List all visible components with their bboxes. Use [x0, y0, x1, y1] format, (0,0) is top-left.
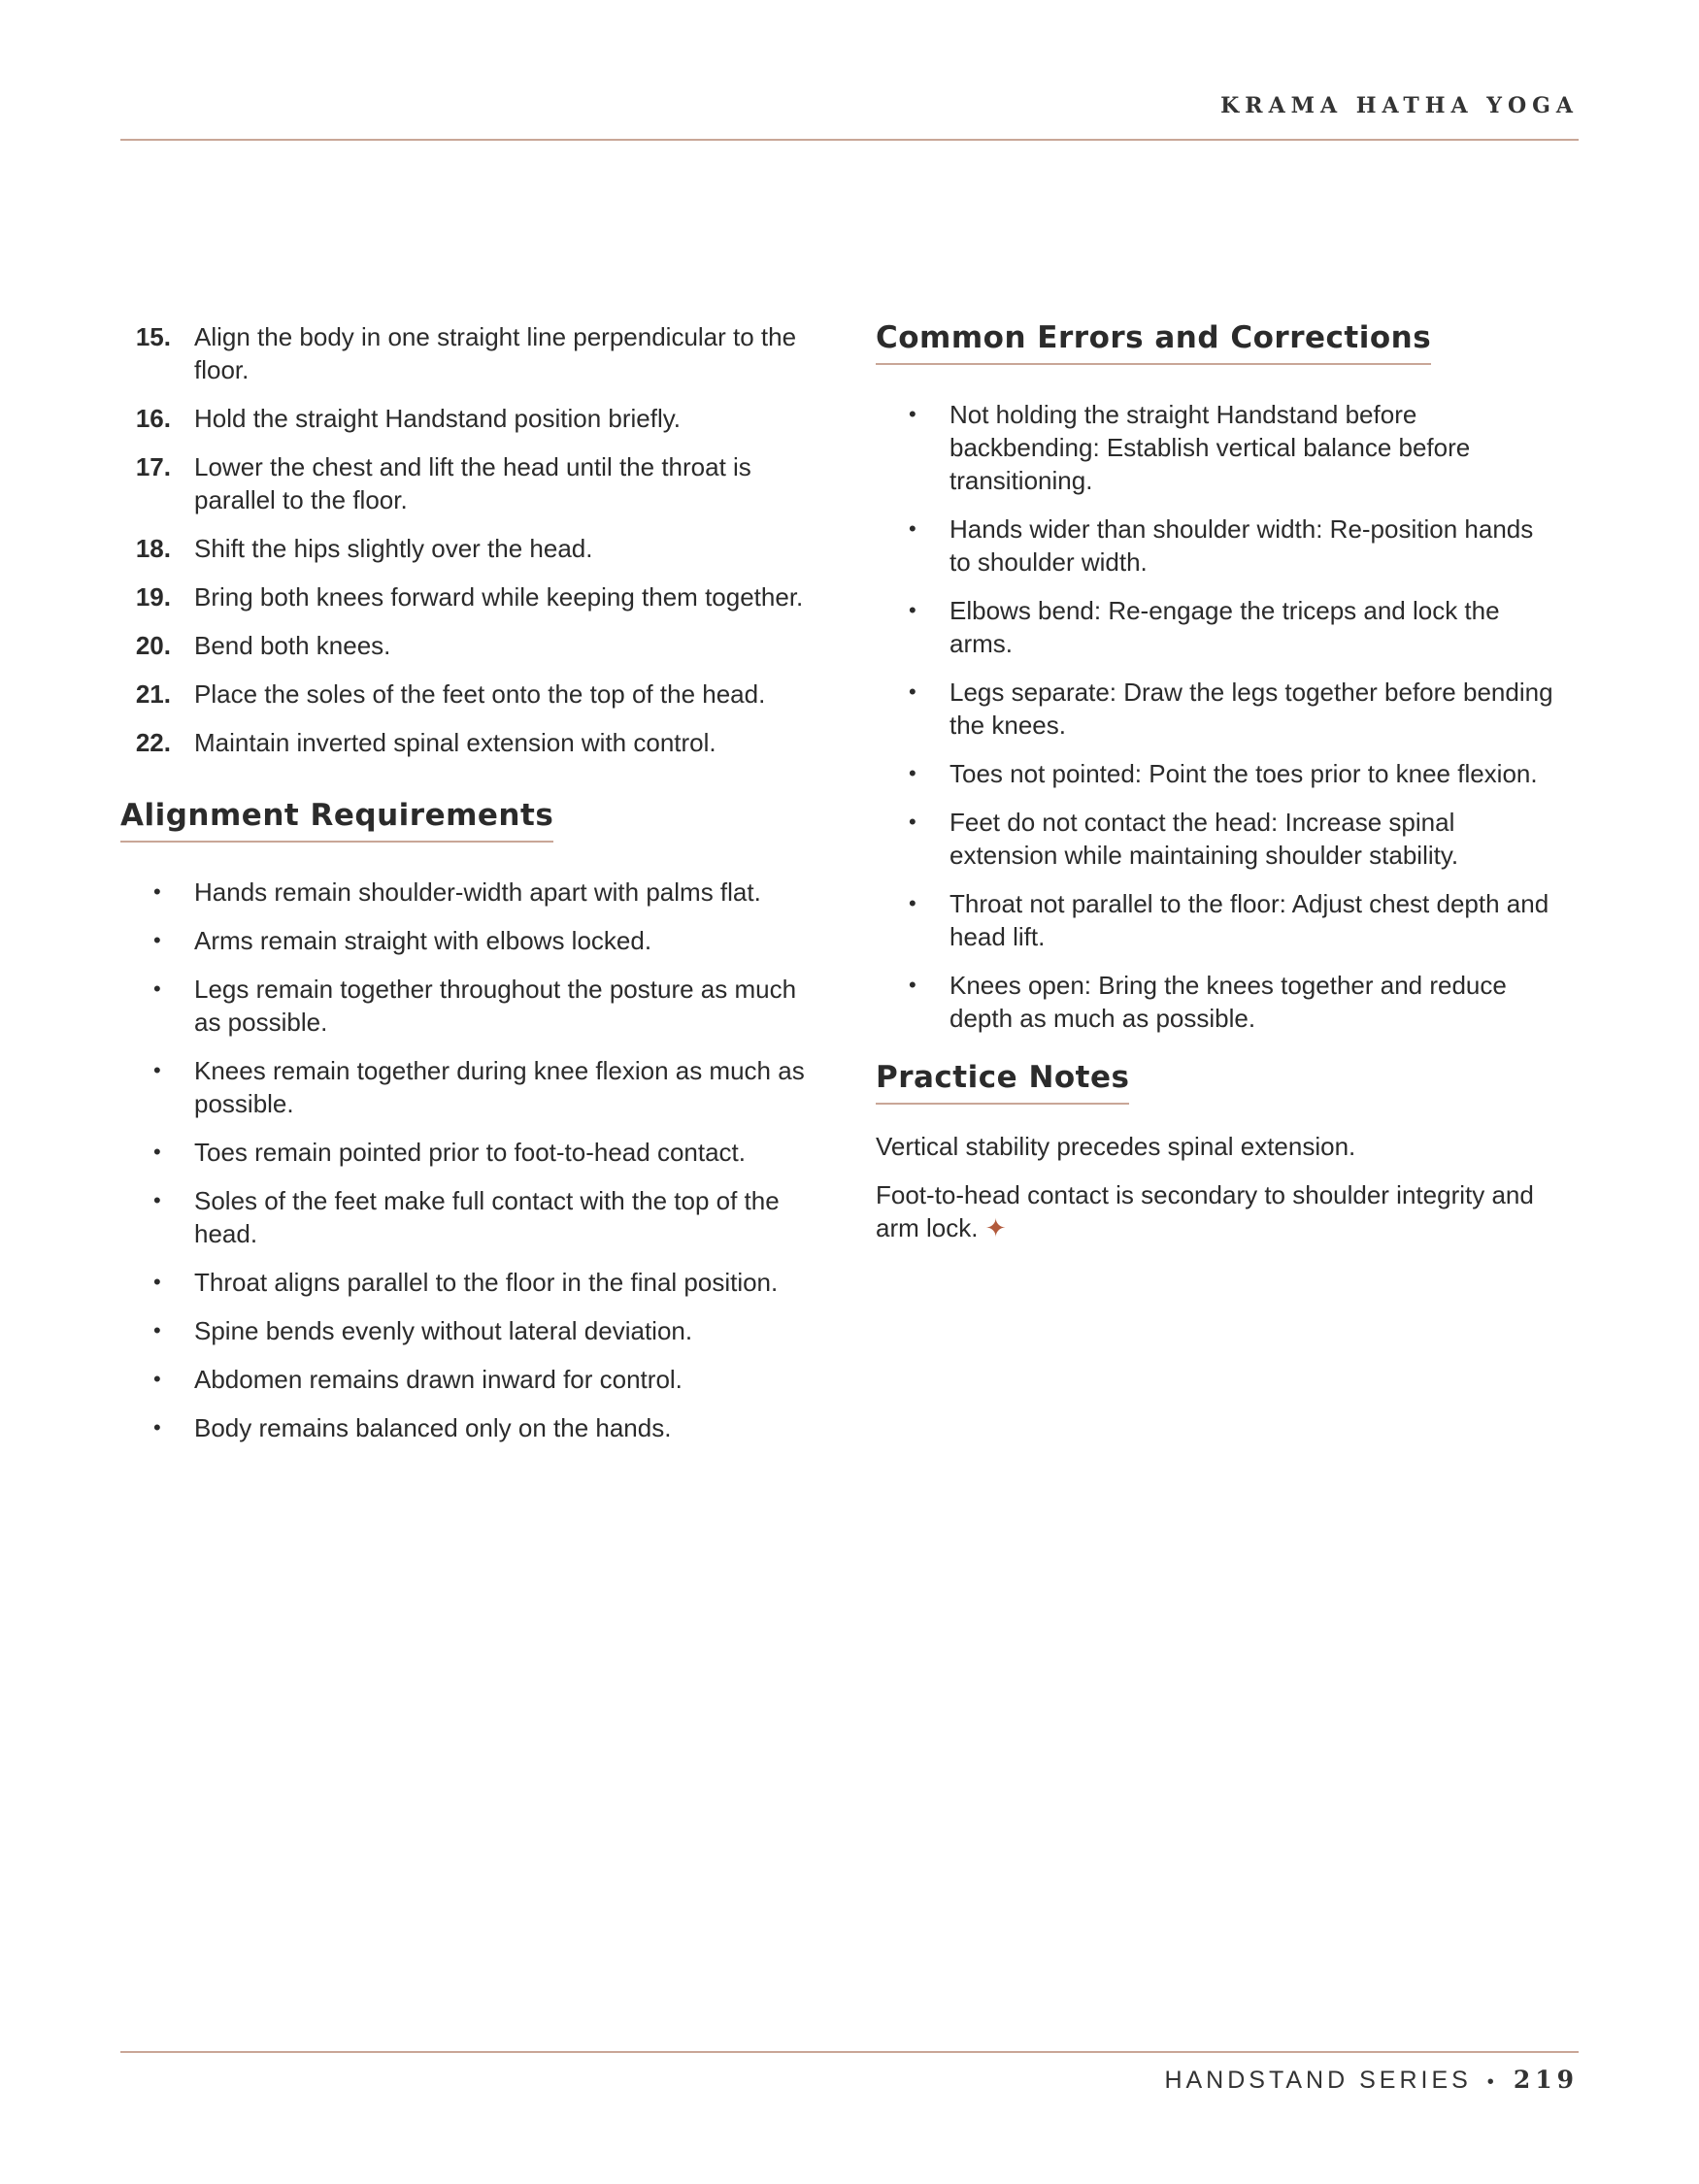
step-number: 16.: [135, 404, 171, 433]
bullet-icon: •: [153, 1140, 161, 1164]
list-item: [876, 398, 1555, 497]
bullet-icon: •: [153, 1270, 161, 1294]
list-item-text: Not holding the straight Handstand before backbending: Establish vertical balance before transitioning.: [949, 400, 1471, 495]
alignment-list: [120, 876, 819, 1444]
bullet-icon: •: [909, 402, 916, 426]
bullet-icon: •: [153, 1415, 161, 1439]
bullet-icon: •: [153, 1367, 161, 1391]
list-item: [120, 1314, 819, 1347]
list-item-text: Legs remain together throughout the posture as much as possible.: [194, 975, 797, 1037]
bullet-icon: •: [153, 1188, 161, 1212]
step-number: 22.: [135, 728, 171, 757]
list-item-text: Soles of the feet make full contact with the top of the head.: [194, 1186, 780, 1248]
list-item: [120, 532, 819, 565]
bullet-icon: •: [153, 1058, 161, 1082]
notes-section: [876, 1060, 1555, 1244]
page-number: 219: [1513, 2066, 1579, 2094]
list-item: [120, 876, 819, 909]
end-mark-icon: ✦: [984, 1213, 1007, 1242]
notes-paragraph: Vertical stability precedes spinal extension.: [876, 1132, 1356, 1161]
list-item: [876, 969, 1555, 1035]
list-item: [120, 1411, 819, 1444]
list-item-text: Hands wider than shoulder width: Re-position hands to shoulder width.: [949, 514, 1534, 577]
footer-separator: •: [1486, 2071, 1498, 2093]
step-text: Bend both knees.: [194, 631, 391, 660]
bullet-icon: •: [153, 879, 161, 904]
list-item: [120, 320, 819, 386]
list-item: [120, 402, 819, 435]
bullet-icon: •: [909, 891, 916, 915]
step-text: Maintain inverted spinal extension with control.: [194, 728, 716, 757]
left-column: [120, 320, 819, 1460]
step-text: Shift the hips slightly over the head.: [194, 534, 593, 563]
bullet-icon: •: [153, 928, 161, 952]
errors-heading: Common Errors and Corrections: [876, 320, 1431, 365]
bullet-icon: •: [153, 976, 161, 1001]
step-text: Hold the straight Handstand position briefly.: [194, 404, 682, 433]
list-item: [120, 629, 819, 662]
bullet-icon: •: [909, 761, 916, 785]
step-number: 15.: [135, 322, 171, 351]
list-item: [876, 513, 1555, 579]
right-column: [876, 320, 1555, 1260]
running-footer: [1164, 2066, 1579, 2095]
list-item-text: Feet do not contact the head: Increase spinal extension while maintaining shoulder stability.: [949, 808, 1459, 870]
list-item: [876, 887, 1555, 953]
step-text: Bring both knees forward while keeping them together.: [194, 582, 804, 612]
list-item-text: Legs separate: Draw the legs together before bending the knees.: [949, 678, 1553, 740]
bullet-icon: •: [909, 810, 916, 834]
footer-rule: [120, 2051, 1579, 2053]
step-text: Align the body in one straight line perpendicular to the floor.: [194, 322, 797, 384]
bullet-icon: •: [909, 973, 916, 997]
notes-paragraph-text: Foot-to-head contact is secondary to shoulder integrity and arm lock.: [876, 1180, 1534, 1242]
list-item-text: Knees remain together during knee flexion as much as possible.: [194, 1056, 805, 1118]
footer-section-title: HANDSTAND SERIES: [1164, 2067, 1472, 2094]
list-item: [120, 1054, 819, 1120]
notes-heading: Practice Notes: [876, 1060, 1129, 1105]
bullet-icon: •: [909, 679, 916, 704]
list-item: [120, 1136, 819, 1169]
list-item: [120, 726, 819, 759]
notes-paragraph: [876, 1178, 1555, 1244]
list-item-text: Throat not parallel to the floor: Adjust chest depth and head lift.: [949, 889, 1549, 951]
alignment-heading: Alignment Requirements: [120, 798, 553, 843]
step-number: 17.: [135, 452, 171, 481]
list-item: [876, 676, 1555, 742]
list-item: [120, 450, 819, 516]
list-item-text: Toes remain pointed prior to foot-to-head contact.: [194, 1138, 746, 1167]
list-item: [120, 580, 819, 613]
bullet-icon: •: [153, 1318, 161, 1342]
list-item: [120, 678, 819, 711]
bullet-icon: •: [909, 598, 916, 622]
list-item: [120, 924, 819, 957]
list-item-text: Arms remain straight with elbows locked.: [194, 926, 652, 955]
step-text: Lower the chest and lift the head until the throat is parallel to the floor.: [194, 452, 751, 514]
header-rule: [120, 139, 1579, 141]
step-text: Place the soles of the feet onto the top of the head.: [194, 679, 766, 709]
list-item-text: Throat aligns parallel to the floor in the final position.: [194, 1268, 779, 1297]
step-number: 19.: [135, 582, 171, 612]
list-item: [120, 1184, 819, 1250]
steps-list: [120, 320, 819, 759]
step-number: 20.: [135, 631, 171, 660]
list-item-text: Body remains balanced only on the hands.: [194, 1413, 672, 1442]
list-item-text: Spine bends evenly without lateral deviation.: [194, 1316, 693, 1345]
bullet-icon: •: [909, 516, 916, 541]
step-number: 21.: [135, 679, 171, 709]
errors-list: [876, 398, 1555, 1035]
list-item: [120, 1363, 819, 1396]
list-item-text: Elbows bend: Re-engage the triceps and lock the arms.: [949, 596, 1500, 658]
list-item: [876, 757, 1555, 790]
list-item-text: Hands remain shoulder-width apart with palms flat.: [194, 877, 761, 907]
list-item-text: Knees open: Bring the knees together and reduce depth as much as possible.: [949, 971, 1507, 1033]
list-item: [876, 594, 1555, 660]
list-item-text: Toes not pointed: Point the toes prior to knee flexion.: [949, 759, 1538, 788]
alignment-section: [120, 798, 819, 1444]
errors-section: [876, 320, 1555, 1035]
list-item: [876, 806, 1555, 872]
list-item: [120, 1266, 819, 1299]
list-item-text: Abdomen remains drawn inward for control.: [194, 1365, 683, 1394]
step-number: 18.: [135, 534, 171, 563]
list-item: [120, 973, 819, 1039]
running-header: KRAMA HATHA YOGA: [1220, 93, 1579, 118]
